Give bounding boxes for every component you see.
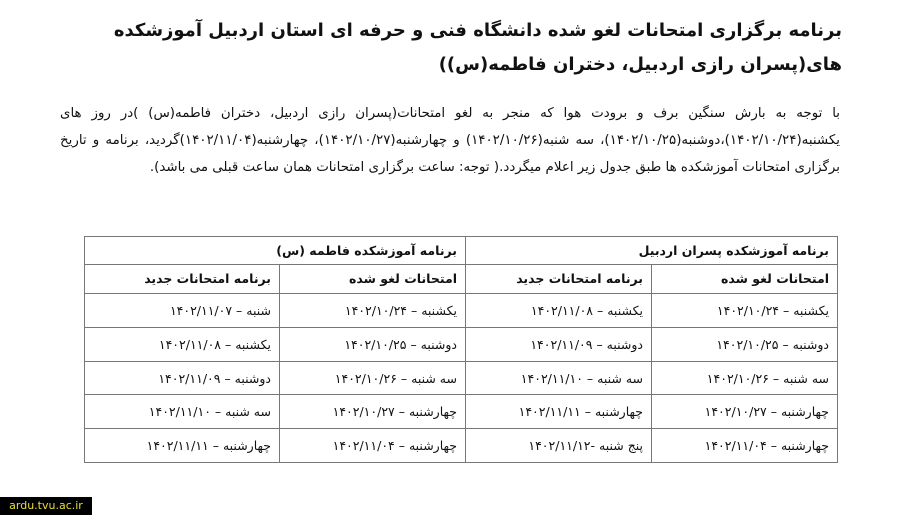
column-header-row: [85, 264, 838, 294]
group-header-pesaran: برنامه آموزشکده پسران اردبیل: [466, 237, 838, 265]
table-cell: یکشنبه – ۱۴۰۲/۱۰/۲۴: [652, 294, 838, 328]
column-header: برنامه امتحانات جدید: [85, 264, 280, 294]
table-cell: سه شنبه – ۱۴۰۲/۱۱/۱۰: [85, 395, 280, 429]
page-title: برنامه برگزاری امتحانات لغو شده دانشگاه فنی و حرفه ای استان اردبیل آموزشکده های(پسران رازی اردبیل، دختران فاطمه(س)): [113, 20, 842, 75]
table-row: [85, 294, 838, 328]
table-cell: چهارشنبه – ۱۴۰۲/۱۱/۱۱: [466, 395, 652, 429]
column-header: برنامه امتحانات جدید: [466, 264, 652, 294]
table-cell: چهارشنبه – ۱۴۰۲/۱۱/۰۴: [652, 429, 838, 463]
table-cell: سه شنبه – ۱۴۰۲/۱۰/۲۶: [652, 361, 838, 395]
table-cell: چهارشنبه – ۱۴۰۲/۱۰/۲۷: [280, 395, 466, 429]
table-cell: سه شنبه – ۱۴۰۲/۱۱/۱۰: [466, 361, 652, 395]
table-cell: یکشنبه – ۱۴۰۲/۱۱/۰۸: [466, 294, 652, 328]
table-row: [85, 429, 838, 463]
table-cell: چهارشنبه – ۱۴۰۲/۱۱/۱۱: [85, 429, 280, 463]
site-watermark: ardu.tvu.ac.ir: [0, 497, 92, 515]
column-header: امتحانات لغو شده: [280, 264, 466, 294]
table-row: [85, 327, 838, 361]
table-cell: شنبه – ۱۴۰۲/۱۱/۰۷: [85, 294, 280, 328]
exam-schedule-table: [84, 236, 838, 463]
table-cell: دوشنبه – ۱۴۰۲/۱۰/۲۵: [652, 327, 838, 361]
table-cell: پنج شنبه -۱۴۰۲/۱۱/۱۲: [466, 429, 652, 463]
table-row: [85, 361, 838, 395]
table-cell: دوشنبه – ۱۴۰۲/۱۰/۲۵: [280, 327, 466, 361]
table-cell: یکشنبه – ۱۴۰۲/۱۱/۰۸: [85, 327, 280, 361]
group-header-fatemeh: برنامه آموزشکده فاطمه (س): [85, 237, 466, 265]
table-cell: یکشنبه – ۱۴۰۲/۱۰/۲۴: [280, 294, 466, 328]
table-cell: چهارشنبه – ۱۴۰۲/۱۱/۰۴: [280, 429, 466, 463]
announcement-paragraph: با توجه به بارش سنگین برف و برودت هوا که منجر به لغو امتحانات(پسران رازی اردبیل، دختران فاطمه(س) )در روز های یکشنبه(۱۴۰۲/۱۰/۲۴)،دوشنبه(۱۴۰۲/۱۰/۲۵)، سه شنبه(۱۴۰۲/۱۰/۲۶) و چهارشنبه(۱۴۰۲/۱۰/۲۷)، چهارشنبه(۱۴۰۲/۱۱/۰۴)گردید، برنامه و تاریخ برگزاری امتحانات آموزشکده ها طبق جدول زیر اعلام میگردد.( توجه: ساعت برگزاری امتحانات همان ساعت قبلی می باشد).: [60, 106, 840, 175]
group-header-row: [85, 237, 838, 265]
table-cell: دوشنبه – ۱۴۰۲/۱۱/۰۹: [466, 327, 652, 361]
column-header: امتحانات لغو شده: [652, 264, 838, 294]
table-row: [85, 395, 838, 429]
table-cell: دوشنبه – ۱۴۰۲/۱۱/۰۹: [85, 361, 280, 395]
table-cell: سه شنبه – ۱۴۰۲/۱۰/۲۶: [280, 361, 466, 395]
table-cell: چهارشنبه – ۱۴۰۲/۱۰/۲۷: [652, 395, 838, 429]
